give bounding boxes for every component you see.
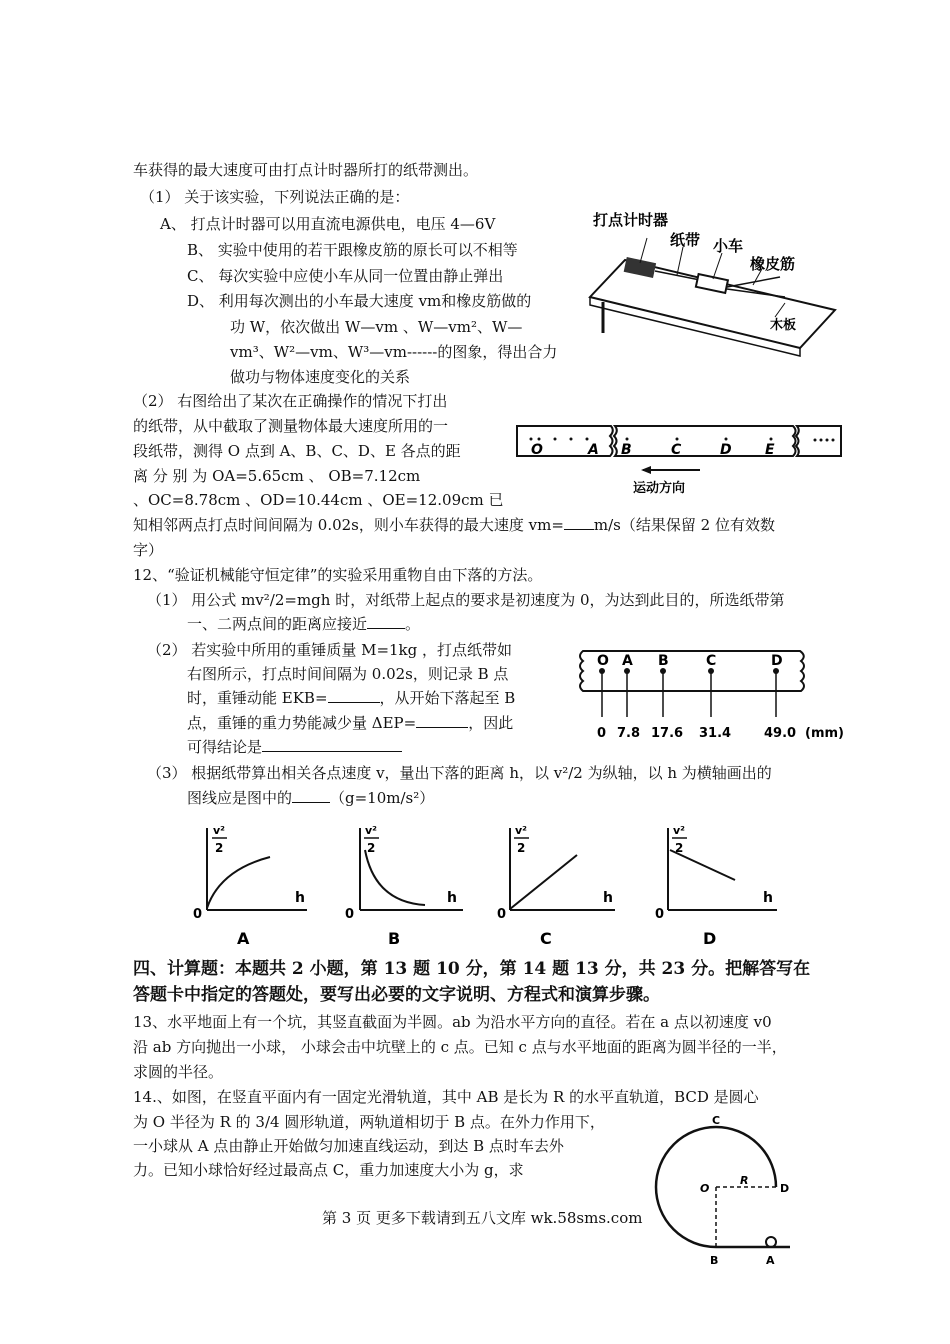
text-line: 知相邻两点打点时间间隔为 0.02s，则小车获得的最大速度 vm= m/s（结果保留 2 位有效数 <box>133 516 775 534</box>
text-line: 图线应是图中的 （g=10m/s²） <box>187 789 435 807</box>
graph-name: C <box>540 929 552 948</box>
text-line: 一、二两点间的距离应接近 。 <box>187 615 421 633</box>
graph-name: D <box>703 929 717 948</box>
text-line: （1） 关于该实验，下列说法正确的是： <box>140 188 410 206</box>
tape2-value: 31.4 <box>699 726 732 741</box>
tape-label-e: E <box>765 442 775 458</box>
graph-xlabel: h <box>603 890 613 906</box>
option-a: A、 打点计时器可以用直流电源供电，电压 4—6V <box>160 215 496 233</box>
tape2-value: 49.0 <box>764 726 797 741</box>
tape2-label-a: A <box>622 653 633 669</box>
graph-origin: 0 <box>193 907 203 922</box>
section-heading: 答题卡中指定的答题处，要写出必要的文字说明、方程式和演算步骤。 <box>133 985 660 1005</box>
tape-figure <box>515 418 845 500</box>
text-line: 力。已知小球恰好经过最高点 C，重力加速度大小为 g，求 <box>133 1161 524 1179</box>
graph-ylabel-bottom: 2 <box>517 841 526 855</box>
answer-blank <box>416 713 468 728</box>
tape-label-d: D <box>720 442 732 458</box>
text-line: 求圆的半径。 <box>133 1063 224 1081</box>
graph-origin: 0 <box>497 907 507 922</box>
graph-ylabel-top: v² <box>515 824 527 837</box>
graph-ylabel-top: v² <box>673 824 685 837</box>
text-line: 可得结论是 <box>187 737 402 757</box>
text-line: 时，重锤动能 EKB= ，从开始下落起至 B <box>187 689 516 707</box>
text-line: 、OC=8.78cm 、OD=10.44cm 、OE=12.09cm 已 <box>133 491 504 509</box>
graph-ylabel-bottom: 2 <box>675 841 684 855</box>
graph-d <box>655 824 777 948</box>
text-line: （3） 根据纸带算出相关各点速度 v，量出下落的距离 h，以 v²/2 为纵轴，以 h 为横轴画出的 <box>147 764 772 782</box>
graph-ylabel-top: v² <box>213 824 225 837</box>
section-heading: 四、计算题：本题共 2 小题，第 13 题 10 分，第 14 题 13 分，共 23 分。把解答写在 <box>133 959 811 979</box>
graph-origin: 0 <box>655 907 665 922</box>
graph-options <box>185 820 785 950</box>
text-line: 沿 ab 方向抛出一小球， 小球会击中坑壁上的 c 点。已知 c 点与水平地面的距离为圆半径的一半， <box>133 1038 787 1056</box>
track-label-a: A <box>766 1254 775 1267</box>
text-line: （2） 右图给出了某次在正确操作的情况下打出 <box>133 392 448 410</box>
graph-name: A <box>237 929 250 948</box>
direction-label: 运动方向 <box>633 481 686 496</box>
text-line: 车获得的最大速度可由打点计时器所打的纸带测出。 <box>133 161 479 179</box>
text-line: 点，重锤的重力势能减少量 ΔEP= ，因此 <box>187 714 514 732</box>
tape-label-a: A <box>588 442 599 458</box>
text-line: 为 O 半径为 R 的 3/4 圆形轨道，两轨道相切于 B 点。在外力作用下， <box>133 1113 605 1131</box>
graph-origin: 0 <box>345 907 355 922</box>
text-line: 功 W，依次做出 W—vm 、W—vm²、W— <box>230 318 523 336</box>
page-footer: 第 3 页 更多下载请到五八文库 wk.58sms.com <box>322 1209 643 1227</box>
option-b: B、 实验中使用的若干跟橡皮筋的原长可以不相等 <box>187 241 518 259</box>
tape2-value: 17.6 <box>651 726 684 741</box>
graph-xlabel: h <box>447 890 457 906</box>
tape-label-b: B <box>621 442 632 458</box>
tape2-value: 0 <box>597 726 607 741</box>
text-line: 的纸带，从中截取了测量物体最大速度所用的一 <box>133 417 449 435</box>
graph-c <box>497 824 615 948</box>
graph-xlabel: h <box>295 890 305 906</box>
tape2-value: 7.8 <box>617 726 641 741</box>
graph-a <box>193 824 307 948</box>
graph-name: B <box>388 929 401 948</box>
text-line: 离 分 别 为 OA=5.65cm 、 OB=7.12cm <box>133 467 421 485</box>
track-label-o: O <box>700 1182 710 1195</box>
graph-xlabel: h <box>763 890 773 906</box>
question-13: 13、水平地面上有一个坑，其竖直截面为半圆。ab 为沿水平方向的直径。若在 a 点以初速度 v0 <box>133 1013 772 1031</box>
option-c: C、 每次实验中应使小车从同一位置由静止弹出 <box>187 267 504 285</box>
label-timer: 打点计时器 <box>593 211 669 229</box>
falling-tape-figure <box>575 645 844 745</box>
tape-label-c: C <box>671 442 682 458</box>
question-12: 12、“验证机械能守恒定律”的实验采用重物自由下落的方法。 <box>133 566 543 584</box>
tape2-label-c: C <box>706 653 717 669</box>
text-line: 段纸带，测得 O 点到 A、B、C、D、E 各点的距 <box>133 442 461 460</box>
track-figure <box>650 1112 800 1272</box>
label-board: 木板 <box>770 318 797 333</box>
text-line: vm³、W²—vm、W³—vm------的图象，得出合力 <box>230 343 558 361</box>
tape2-label-d: D <box>771 653 783 669</box>
graph-b <box>345 824 463 948</box>
answer-blank <box>262 737 402 752</box>
text-line: 右图所示，打点时间间隔为 0.02s，则记录 B 点 <box>187 665 509 683</box>
track-label-b: B <box>710 1254 719 1267</box>
question-14: 14.、如图，在竖直平面内有一固定光滑轨道，其中 AB 是长为 R 的水平直轨道，BCD 是圆心 <box>133 1088 759 1106</box>
graph-ylabel-top: v² <box>365 824 377 837</box>
label-tape: 纸带 <box>670 231 701 249</box>
tape2-label-b: B <box>658 653 669 669</box>
text-line: 字） <box>133 541 164 559</box>
graph-ylabel-bottom: 2 <box>215 841 224 855</box>
label-rubber: 橡皮筋 <box>750 255 796 273</box>
option-d: D、 利用每次测出的小车最大速度 vm和橡皮筋做的 <box>187 292 532 310</box>
track-label-c: C <box>712 1114 721 1127</box>
answer-blank <box>328 688 380 703</box>
answer-blank <box>292 788 330 803</box>
tape2-label-o: O <box>597 653 609 669</box>
track-label-r: R <box>740 1174 749 1187</box>
label-cart: 小车 <box>713 237 744 255</box>
tape-label-o: O <box>531 442 543 458</box>
track-label-d: D <box>780 1182 790 1195</box>
tape2-unit: (mm) <box>805 726 844 741</box>
text-line: （1） 用公式 mv²/2=mgh 时，对纸带上起点的要求是初速度为 0，为达到此目的，所选纸带第 <box>147 591 785 609</box>
apparatus-figure <box>585 205 845 355</box>
text-line: （2） 若实验中所用的重锤质量 M=1kg ，打点纸带如 <box>147 641 513 659</box>
graph-ylabel-bottom: 2 <box>367 841 376 855</box>
text-line: 一小球从 A 点由静止开始做匀加速直线运动，到达 B 点时车去外 <box>133 1137 564 1155</box>
text-line: 做功与物体速度变化的关系 <box>230 368 411 386</box>
answer-blank <box>564 515 594 530</box>
answer-blank <box>367 614 405 629</box>
